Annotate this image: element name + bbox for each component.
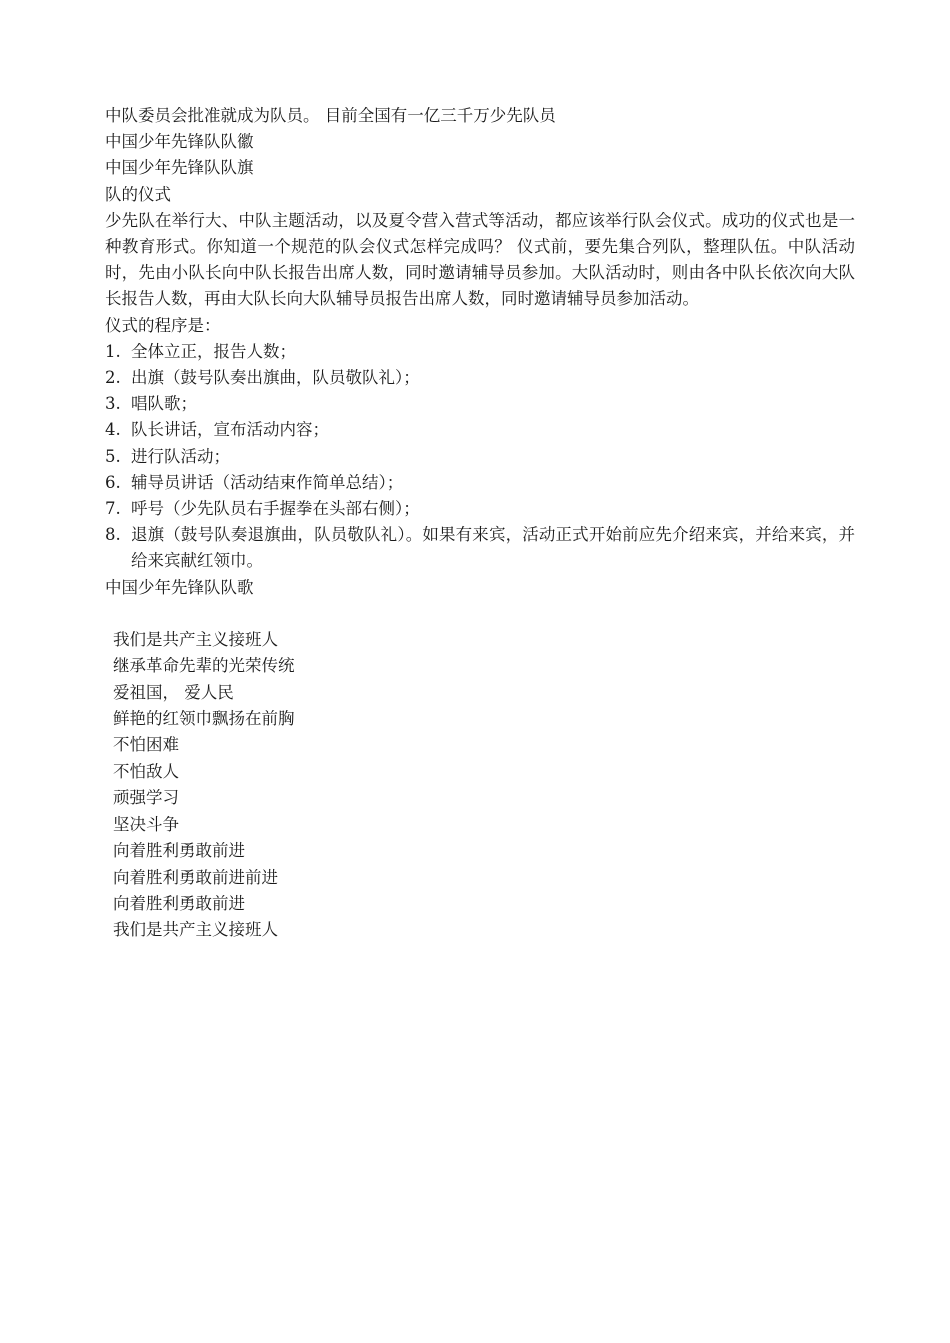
anthem-title: 中国少年先锋队队歌: [105, 577, 254, 597]
step-number: 2.: [105, 368, 121, 388]
procedure-intro: 仪式的程序是：: [105, 315, 221, 335]
lyric-line: 爱祖国， 爱人民: [113, 682, 234, 702]
lyric-line: 向着胜利勇敢前进前进: [113, 867, 278, 887]
step-text: 进行队活动；: [131, 446, 230, 466]
step-number: 1.: [105, 341, 121, 361]
step-text: 全体立正，报告人数；: [131, 341, 296, 361]
lyric-line: 继承革命先辈的光荣传统: [113, 656, 295, 676]
list-item: [105, 444, 855, 470]
ceremony-heading: 队的仪式: [105, 184, 171, 204]
badge-title: 中国少年先锋队队徽: [105, 132, 254, 152]
lyric-line: 我们是共产主义接班人: [113, 629, 278, 649]
list-item: [105, 391, 855, 417]
step-number: 5.: [105, 446, 121, 466]
flag-title: 中国少年先锋队队旗: [105, 158, 254, 178]
lyric-line: 坚决斗争: [113, 814, 179, 834]
lyric-line: 鲜艳的红领巾飘扬在前胸: [113, 709, 295, 729]
ceremony-paragraph: 少先队在举行大、中队主题活动，以及夏令营入营式等活动，都应该举行队会仪式。成功的仪式也是一种教育形式。你知道一个规范的队会仪式怎样完成吗？ 仪式前，要先集合列队，整理队伍。中队活动时，先由小队长向中队长报告出席人数，同时邀请辅导员参加。大队活动时，则由各中队长依次向大队长报告人数，再由大队长向大队辅导员报告出席人数，同时邀请辅导员参加活动。: [105, 210, 855, 309]
step-text: 呼号（少先队员右手握拳在头部右侧）；: [131, 499, 420, 519]
step-text: 队长讲话，宣布活动内容；: [131, 420, 329, 440]
list-item: [105, 496, 855, 522]
step-number: 3.: [105, 394, 121, 414]
list-item: [105, 365, 855, 391]
lyric-line: 顽强学习: [113, 788, 179, 808]
lyric-line: 向着胜利勇敢前进: [113, 841, 245, 861]
step-number: 8.: [105, 525, 121, 545]
step-number: 4.: [105, 420, 121, 440]
lyric-line: 向着胜利勇敢前进: [113, 893, 245, 913]
anthem-lyrics: [105, 627, 855, 944]
step-text: 出旗（鼓号队奏出旗曲，队员敬队礼）；: [131, 368, 420, 388]
step-number: 6.: [105, 472, 121, 492]
list-item: [105, 417, 855, 443]
step-text: 唱队歌；: [131, 394, 197, 414]
list-item: [105, 339, 855, 365]
list-item: [105, 522, 855, 574]
step-number: 7.: [105, 499, 121, 519]
step-text: 退旗（鼓号队奏退旗曲，队员敬队礼）。如果有来宾，活动正式开始前应先介绍来宾，并给来宾，并给来宾献红领巾。: [131, 525, 855, 571]
intro-line: 中队委员会批准就成为队员。 目前全国有一亿三千万少先队员: [105, 106, 556, 125]
list-item: [105, 470, 855, 496]
lyric-line: 不怕敌人: [113, 761, 179, 781]
document-body: [105, 103, 855, 944]
step-text: 辅导员讲话（活动结束作简单总结）；: [131, 472, 404, 492]
lyric-line: 我们是共产主义接班人: [113, 920, 278, 940]
procedure-list: [105, 339, 855, 575]
lyric-line: 不怕困难: [113, 735, 179, 755]
